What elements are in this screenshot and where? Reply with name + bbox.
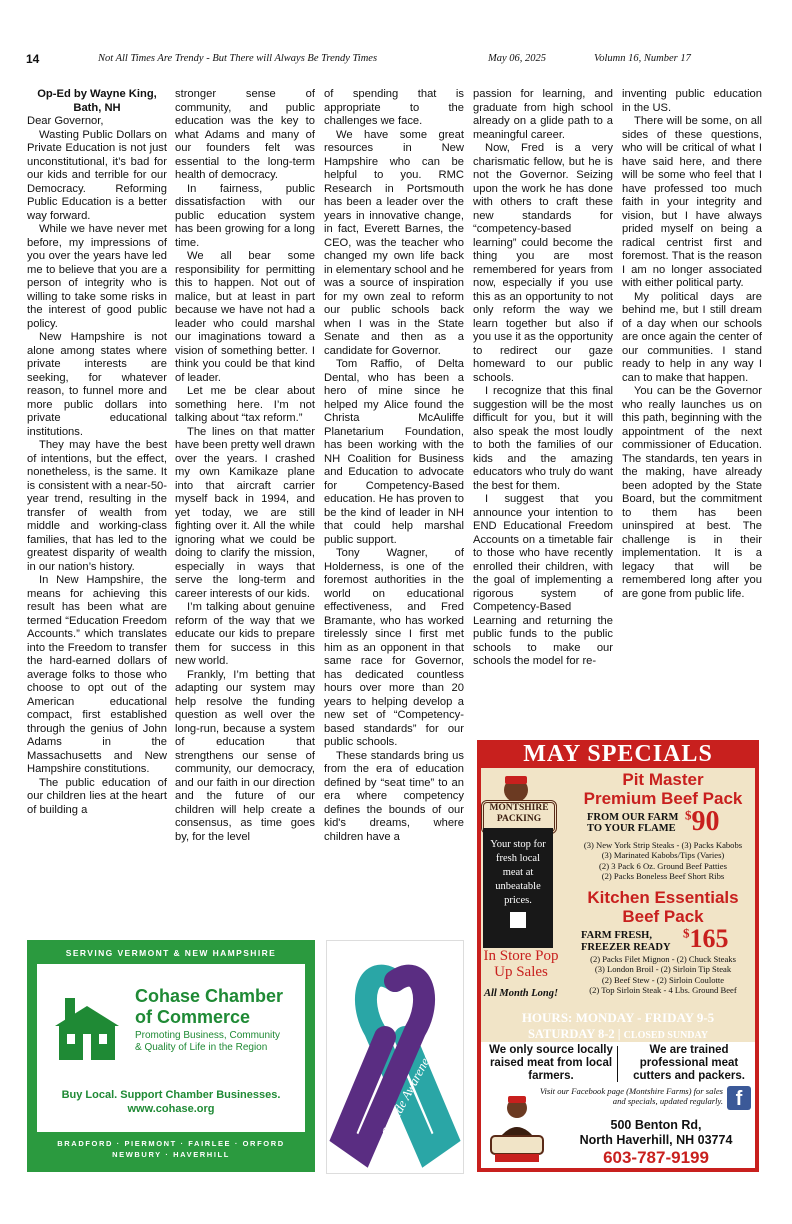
paragraph: Wasting Public Dollars on Private Education is not just unconstitutional, it’s bad for our kids and terrible for our Democracy. Reforming Public Education is a better way forward. bbox=[27, 128, 167, 222]
paragraph: We have some great resources in New Hampshire who can be helpful to you. RMC Research in Portsmouth has been a leader over the years in innovative change, in fact, Everett Barnes, the CEO, was the teacher who changed my own life back in elementary school and he was a source of inspiration for my own zeal to reform our public schools back when I was in the State Senate and then as a candidate for Governor. bbox=[324, 128, 464, 357]
pack2-items bbox=[571, 954, 755, 996]
address bbox=[561, 1118, 751, 1148]
newspaper-tagline: Not All Times Are Trendy - But There will Always Be Trendy Times bbox=[98, 53, 378, 64]
in-store-sales: In Store Pop Up Sales bbox=[483, 948, 559, 980]
towns-line-1: BRADFORD · PIERMONT · FAIRLEE · ORFORD bbox=[57, 1139, 285, 1148]
paragraph: You can be the Governor who really launches us on this path, beginning with the appointment of the next commissioner of Education. The standards, ten years in the making, have already been adopted by the State Board, but the commitment to them has been uninspired at best. The challenge is in their implementation. It is a legacy that will be remembered long after you are gone from public life. bbox=[622, 385, 762, 600]
paragraph: I suggest that you announce your intention to END Educational Freedom Accounts on a timetable fair to those who have recently enrolled their children, with the goal of implementing a rigorous system of Competency-Based Learning and returning the public funds to the public schools to make our schools the model for re- bbox=[473, 493, 613, 667]
paragraph: Dear Governor, bbox=[27, 115, 104, 127]
pack1-items bbox=[571, 840, 755, 882]
paragraph: Now, Fred is a very charismatic fellow, but he is not the Governor. Seizing upon the work he has done with others to craft these new standards for “competency-based learning” could become the thing you are most remembered for years from now, especially if you use this as an opportunity to not only reform the way we learn together but also if you use it as the opportunity to redirect our gaze homeward to our public schools. bbox=[473, 142, 613, 384]
article-column-5 bbox=[622, 88, 762, 708]
paragraph: In fairness, public dissatisfaction with our public education system has been growing for a long time. bbox=[175, 182, 315, 249]
chamber-name-line-1: Cohase Chamber bbox=[135, 986, 284, 1006]
hours-weekend: SATURDAY 8-2 | CLOSED SUNDAY bbox=[527, 1027, 709, 1041]
paragraph: Tony Wagner, of Holderness, is one of the foremost authorities in the world on educational effectiveness, and Fred Bramante, who has worked tirelessly since I first met him as an opponent in that same race for Governor, has dedicated countless hours over more than 20 years to helping develop a new set of “Competency-based standards” for our public schools. bbox=[324, 547, 464, 748]
paragraph: In New Hampshire, the means for achieving this result has been what are termed “Education Freedom Accounts.” which translates into the Freedom to transfer the hard-earned dollars of average folks to those who choose to opt out of the American educational compact, first established through the genius of John Adams in the Massachusetts and New Hampshire constitutions. bbox=[27, 574, 167, 775]
tagline-line-1: Promoting Business, Community bbox=[135, 1030, 281, 1041]
source-text: We only source locally raised meat from local farmers. bbox=[489, 1044, 613, 1082]
paragraph: Tom Raffio, of Delta Dental, who has been a hero of mine since he helped my Alice found the Christa McAuliffe Planetarium Foundation, has been working with the NH Coalition for Business and Education to advocate for Competency-Based education. He has proven to be the kind of leader in NH that could help marshal public support. bbox=[324, 358, 464, 546]
chamber-url[interactable]: www.cohase.org bbox=[127, 1103, 215, 1115]
pack2-price-value: 165 bbox=[689, 924, 729, 953]
ad-inner bbox=[37, 964, 305, 1132]
hours-saturday: SATURDAY 8-2 bbox=[527, 1027, 615, 1041]
ad-banner: MAY SPECIALS bbox=[523, 741, 713, 767]
buy-local bbox=[37, 1088, 305, 1116]
page-header bbox=[26, 52, 766, 66]
issue-date: May 06, 2025 bbox=[488, 53, 547, 64]
checkbox-icon bbox=[510, 912, 526, 928]
logo-line-2: PACKING bbox=[496, 814, 542, 824]
article-column-2 bbox=[175, 88, 315, 928]
paragraph: The lines on that matter have been pretty well drawn over the years. I crashed my own Kamikaze plane into that aircraft carrier myself back in 1994, and yet today, we are still fighting over it. All the while ignoring what we could be doing to clarify the mission, especially in ways that serve the long-term and career interests of our kids. bbox=[175, 425, 315, 600]
pack1-title bbox=[573, 770, 753, 808]
pack1-title-line-2: Premium Beef Pack bbox=[583, 789, 743, 808]
address-line-1: 500 Benton Rd, bbox=[610, 1118, 702, 1132]
article-column-3 bbox=[324, 88, 464, 928]
pack2-freezer: FREEZER READY bbox=[581, 941, 671, 953]
address-line-2: North Haverhill, NH 03774 bbox=[579, 1133, 733, 1147]
left-panel-text: Your stop for fresh local meat at unbeatable prices. bbox=[490, 839, 546, 906]
paragraph: inventing public education in the US. bbox=[622, 88, 762, 114]
towns-list bbox=[27, 1138, 315, 1160]
paragraph: While we have never met before, my impressions of you over the years have led me to believe that you are a person of integrity who is willing to take some risks in the interest of good public policy. bbox=[27, 223, 167, 330]
all-month-long: All Month Long! bbox=[483, 988, 559, 999]
cohase-chamber-ad bbox=[27, 940, 315, 1172]
town-building-icon bbox=[47, 986, 127, 1066]
store-hours bbox=[477, 1010, 759, 1044]
divider bbox=[617, 1046, 618, 1082]
pack1-to: TO YOUR FLAME bbox=[587, 823, 676, 834]
towns-line-2: NEWBURY · HAVERHILL bbox=[112, 1150, 230, 1159]
paragraph: My political days are behind me, but I still dream of a day when our schools are once again the center of our communities. I stand ready to help in any way I can to make that happen. bbox=[622, 290, 762, 384]
byline: Op-Ed by Wayne King, Bath, NH bbox=[37, 88, 157, 114]
paragraph: There will be some, on all sides of these questions, who will be critical of what I have said here, and there will be some who feel that I have professed too much faith in your integrity and vision, but I have always prided myself on being a radical centrist first and foremost. That is the reason I am no longer associated with either political party. bbox=[622, 115, 762, 289]
list-item: (2) Beef Stew - (2) Sirloin Coulotte bbox=[601, 974, 725, 985]
paragraph: These standards bring us from the era of education defined by “seat time” to an era where competency defines the bounds of our kid's dreams, where children have a bbox=[324, 749, 464, 843]
hours-sunday: CLOSED SUNDAY bbox=[623, 1030, 709, 1041]
chamber-name bbox=[135, 986, 283, 1028]
list-item: (2) Packs Filet Mignon - (2) Chuck Steaks bbox=[590, 954, 736, 964]
list-item: (3) London Broil - (2) Sirloin Tip Steak bbox=[594, 964, 732, 975]
list-item: (3) New York Strip Steaks - (3) Packs Kabobs bbox=[583, 840, 743, 850]
volume-number: Volumn 16, Number 17 bbox=[594, 53, 691, 64]
suicide-awareness-ad bbox=[326, 940, 464, 1174]
pack2-price: $165 bbox=[683, 924, 729, 953]
list-item: (2) 3 Pack 6 Oz. Ground Beef Patties bbox=[599, 860, 727, 871]
chamber-name-line-2: of Commerce bbox=[135, 1007, 251, 1027]
trained-text: We are trained professional meat cutters and packers. bbox=[633, 1044, 745, 1082]
pack2-title bbox=[573, 888, 753, 926]
pack2-subtitle bbox=[581, 930, 671, 953]
pack2-title-line-2: Beef Pack bbox=[622, 907, 704, 926]
buy-local-text: Buy Local. Support Chamber Businesses. bbox=[61, 1089, 281, 1101]
facebook-text: Visit our Facebook page (Montshire Farms) for sales and specials, updated regularly. bbox=[539, 1086, 723, 1106]
paragraph: Let me be clear about something here. I’m not talking about “tax reform.” bbox=[175, 385, 315, 424]
list-item: (3) Marinated Kabobs/Tips (Varies) bbox=[601, 850, 725, 861]
article-column-1 bbox=[27, 88, 167, 928]
paragraph: I’m talking about genuine reform of the way that we educate our kids to prepare them for success in this new world. bbox=[175, 601, 315, 667]
pack1-price-value: 90 bbox=[691, 806, 720, 837]
chamber-tagline bbox=[135, 1030, 280, 1054]
paragraph: They may have the best of intentions, but the effect, nonetheless, is the same. It is consistent with a near-50-year trend, resulting in the transfer of wealth from middle and working-class families, that has led to the greatest disparity of wealth in our nation’s history. bbox=[27, 439, 167, 573]
may-specials-ad bbox=[477, 740, 759, 1172]
facebook-icon[interactable]: f bbox=[727, 1086, 751, 1110]
tagline-line-2: & Quality of Life in the Region bbox=[135, 1042, 268, 1053]
pack2-title-line-1: Kitchen Essentials bbox=[587, 888, 739, 907]
list-item: (2) Top Sirloin Steak - 4 Lbs. Ground Beef bbox=[589, 985, 737, 996]
pack1-subtitle bbox=[587, 812, 678, 834]
hours-weekday: HOURS: MONDAY - FRIDAY 9-5 bbox=[521, 1010, 715, 1025]
ribbon-text: Suicide Awareness bbox=[378, 1046, 437, 1139]
paragraph: I recognize that this final suggestion will be the most difficult for you, but it will also speak the most loudly to both the families of our kids and the amazing educators who truly do want the best for them. bbox=[473, 385, 613, 492]
paragraph: We all bear some responsibility for permitting this to happen. Not out of malice, but at least in part because we have not had a leader who could marshal our imaginations toward a vision of something better. I think you could be that kind of leader. bbox=[175, 250, 315, 384]
pack1-title-line-1: Pit Master bbox=[622, 770, 704, 789]
logo-line-1: MONTSHIRE bbox=[489, 803, 549, 813]
paragraph: of spending that is appropriate to the challenges we face. bbox=[324, 88, 464, 127]
paragraph: stronger sense of community, and public education was the key to what Adams and many of our founders felt was essential to the long-term health of democracy. bbox=[175, 88, 315, 181]
page-number: 14 bbox=[26, 52, 40, 66]
list-item: (2) Packs Boneless Beef Short Ribs bbox=[601, 871, 725, 882]
article-column-4 bbox=[473, 88, 613, 738]
pack1-from: FROM OUR FARM bbox=[587, 812, 679, 823]
serving-text: SERVING VERMONT & NEW HAMPSHIRE bbox=[65, 948, 277, 958]
paragraph: Frankly, I’m betting that adapting our system may help resolve the funding question as well over the long-run, because a system of education that strengthens our sense of community, our democracy, and our faith in our direction and the future of our children will help create a consensus, as time goes by, for the level bbox=[175, 668, 315, 843]
paragraph: The public education of our children lies at the heart of building a bbox=[27, 776, 167, 816]
left-panel bbox=[483, 828, 553, 948]
pack1-price: $90 bbox=[685, 806, 720, 837]
paragraph: New Hampshire is not alone among states where private interests are seeking, for whatever reason, to funnel more and more public dollars into private educational institutions. bbox=[27, 331, 167, 438]
butcher-logo-icon bbox=[487, 1092, 547, 1164]
awareness-ribbon-icon bbox=[327, 941, 463, 1173]
contact-box bbox=[481, 1042, 755, 1168]
pack2-farm: FARM FRESH, bbox=[581, 930, 652, 941]
phone-number[interactable]: 603-787-9199 bbox=[603, 1148, 709, 1167]
paragraph: passion for learning, and graduate from high school already on a glide path to a meaningful career. bbox=[473, 88, 613, 141]
